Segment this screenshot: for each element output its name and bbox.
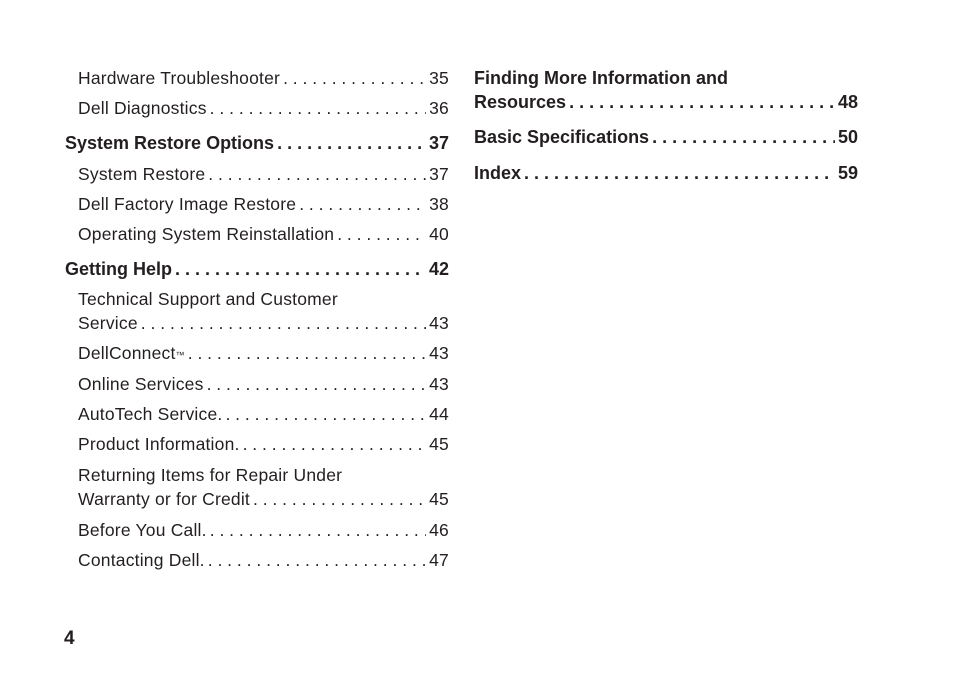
toc-entry-page: 43 — [429, 343, 449, 363]
dot-leader — [277, 131, 426, 155]
toc-entry-label: Warranty or for Credit — [78, 489, 250, 509]
toc-entry-label: Index — [474, 163, 522, 183]
dot-leader — [569, 90, 835, 114]
toc-entry-finding-more-information[interactable] — [474, 66, 858, 114]
toc-entry-page: 47 — [429, 550, 449, 570]
dot-leader — [253, 487, 426, 511]
toc-entry-page: 42 — [428, 259, 449, 279]
toc-entry-operating-system-reinstallation[interactable] — [65, 222, 449, 246]
dot-leader — [175, 257, 426, 281]
toc-left-column — [65, 66, 449, 572]
toc-entry-page: 50 — [837, 127, 858, 147]
dot-leader — [208, 548, 426, 572]
toc-entry-label: Product Information. — [78, 434, 240, 454]
toc-entry-page: 45 — [429, 489, 449, 509]
dot-leader — [210, 518, 426, 542]
toc-entry-page: 46 — [429, 520, 449, 540]
toc-entry-page: 38 — [429, 194, 449, 214]
toc-entry-label: Dell Diagnostics — [78, 98, 207, 118]
toc-entry-page: 45 — [429, 434, 449, 454]
dot-leader — [337, 222, 426, 246]
toc-entry-page: 43 — [429, 374, 449, 394]
toc-entry-label: Before You Call. — [78, 520, 207, 540]
toc-entry-contacting-dell[interactable] — [65, 548, 449, 572]
toc-entry-basic-specifications[interactable] — [474, 125, 858, 149]
toc-entry-label: Getting Help — [65, 259, 172, 279]
toc-entry-label: Dell Factory Image Restore — [78, 194, 297, 214]
toc-entry-hardware-troubleshooter[interactable] — [65, 66, 449, 90]
toc-entry-page: 43 — [429, 313, 449, 333]
toc-entry-label: Hardware Troubleshooter — [78, 68, 281, 88]
toc-entry-product-information[interactable] — [65, 432, 449, 456]
toc-entry-label: Service — [78, 313, 138, 333]
toc-entry-label: Operating System Reinstallation — [78, 224, 335, 244]
toc-entry-label-line1: Finding More Information and — [474, 68, 728, 88]
dot-leader — [208, 162, 426, 186]
toc-entry-label: Online Services — [78, 374, 204, 394]
toc-entry-page: 40 — [429, 224, 449, 244]
dot-leader — [652, 125, 835, 149]
dot-leader — [210, 96, 426, 120]
toc-entry-label: Resources — [474, 92, 567, 112]
dot-leader — [283, 66, 426, 90]
toc-entry-dellconnect[interactable] — [65, 341, 449, 365]
toc-entry-label: System Restore Options — [65, 133, 275, 153]
page-number: 4 — [64, 628, 75, 649]
toc-entry-page: 37 — [428, 133, 449, 153]
dot-leader — [524, 161, 835, 185]
dot-leader — [243, 432, 427, 456]
toc-entry-dell-factory-image-restore[interactable] — [65, 192, 449, 216]
toc-entry-label: Contacting Dell. — [78, 550, 205, 570]
trademark-symbol: ™ — [175, 350, 185, 360]
toc-entry-system-restore[interactable] — [65, 162, 449, 186]
toc-entry-page: 35 — [429, 68, 449, 88]
toc-entry-page: 37 — [429, 164, 449, 184]
toc-entry-label-line1: Technical Support and Customer — [78, 289, 338, 309]
toc-entry-label: Basic Specifications — [474, 127, 650, 147]
dot-leader — [188, 341, 426, 365]
toc-entry-before-you-call[interactable] — [65, 518, 449, 542]
toc-entry-online-services[interactable] — [65, 372, 449, 396]
toc-entry-returning-items[interactable] — [65, 463, 449, 511]
toc-entry-label: AutoTech Service. — [78, 404, 223, 424]
toc-entry-label-line1: Returning Items for Repair Under — [78, 465, 343, 485]
toc-entry-label: System Restore — [78, 164, 206, 184]
toc-entry-getting-help[interactable] — [65, 257, 449, 281]
dot-leader — [207, 372, 427, 396]
dot-leader — [225, 402, 426, 426]
toc-entry-system-restore-options[interactable] — [65, 131, 449, 155]
toc-entry-technical-support[interactable] — [65, 287, 449, 335]
toc-entry-label: DellConnect — [78, 343, 176, 363]
toc-entry-page: 36 — [429, 98, 449, 118]
dot-leader — [141, 311, 426, 335]
toc-entry-page: 48 — [837, 92, 858, 112]
toc-entry-dell-diagnostics[interactable] — [65, 96, 449, 120]
toc-entry-autotech-service[interactable] — [65, 402, 449, 426]
toc-entry-index[interactable] — [474, 161, 858, 185]
toc-right-column — [474, 66, 858, 185]
dot-leader — [299, 192, 426, 216]
toc-entry-page: 59 — [837, 163, 858, 183]
toc-entry-page: 44 — [429, 404, 449, 424]
